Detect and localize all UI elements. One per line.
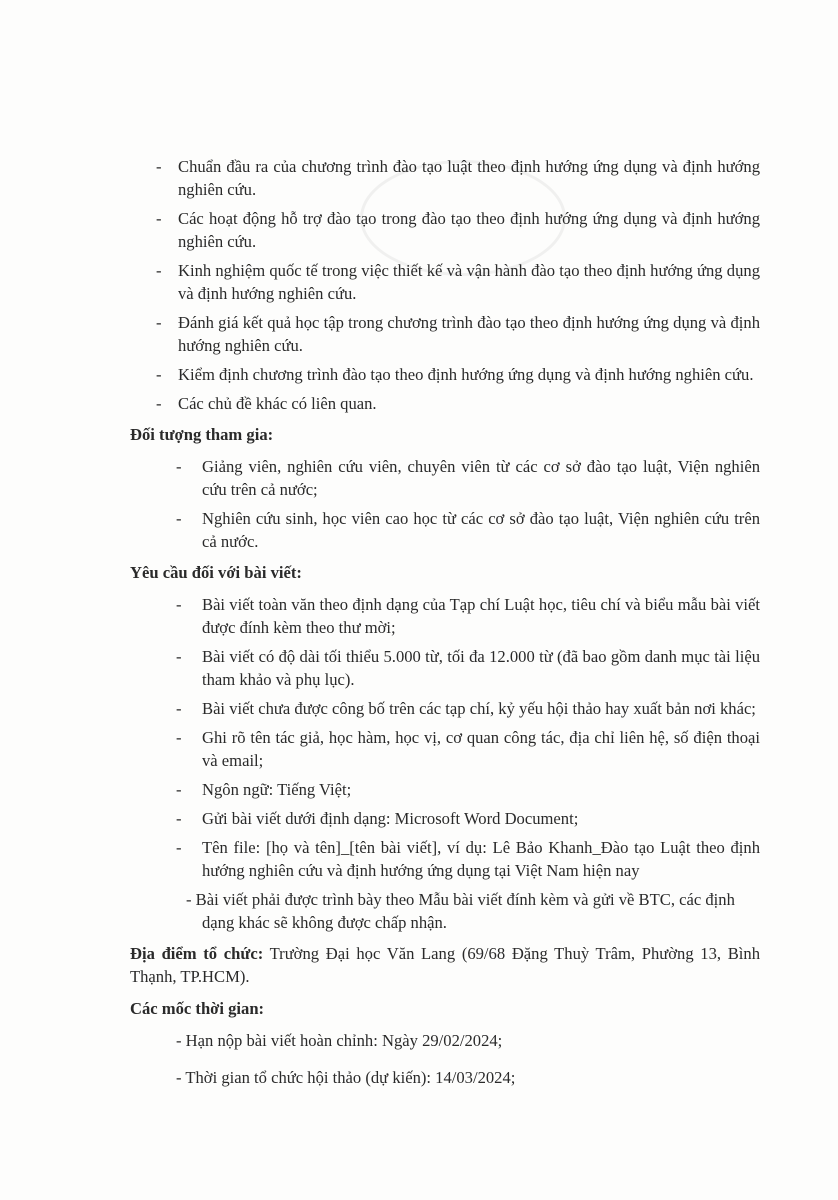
- participants-heading: Đối tượng tham gia:: [130, 425, 274, 444]
- requirement-item-last: [130, 888, 760, 934]
- venue-text: Trường Đại học Văn Lang (69/68 Đặng Thuỳ Trâm, Phường 13, Bình Thạnh, TP.HCM).: [130, 944, 760, 986]
- requirement-item: - Tên file: [họ và tên]_[tên bài viết], ví dụ: Lê Bảo Khanh_Đào tạo Luật theo định hướng nghiên cứu và định hướng ứng dụng tại Việt Nam hiện nay: [130, 836, 760, 882]
- participant-item: - Nghiên cứu sinh, học viên cao học từ các cơ sở đào tạo luật, Viện nghiên cứu trên cả nước.: [130, 507, 760, 553]
- timeline-heading: Các mốc thời gian:: [130, 999, 265, 1018]
- topic-list: [130, 155, 760, 415]
- timeline-list: [130, 1029, 760, 1089]
- topic-item: - Các hoạt động hỗ trợ đào tạo trong đào tạo theo định hướng ứng dụng và định hướng nghiên cứu.: [130, 207, 760, 253]
- requirement-item: - Bài viết toàn văn theo định dạng của Tạp chí Luật học, tiêu chí và biểu mẫu bài viết được đính kèm theo thư mời;: [130, 593, 760, 639]
- requirement-item: - Bài viết chưa được công bố trên các tạp chí, kỷ yếu hội thảo hay xuất bản nơi khác;: [130, 697, 760, 720]
- topic-item: - Đánh giá kết quả học tập trong chương trình đào tạo theo định hướng ứng dụng và định hướng nghiên cứu.: [130, 311, 760, 357]
- requirement-item: - Ghi rõ tên tác giả, học hàm, học vị, cơ quan công tác, địa chỉ liên hệ, số điện thoại và email;: [130, 726, 760, 772]
- requirement-item: - Gửi bài viết dưới định dạng: Microsoft Word Document;: [130, 807, 760, 830]
- requirements-heading: Yêu cầu đối với bài viết:: [130, 563, 302, 582]
- timeline-item: - Thời gian tổ chức hội thảo (dự kiến): 14/03/2024;: [176, 1068, 516, 1087]
- venue-label: Địa điểm tổ chức:: [130, 944, 264, 963]
- topic-item: - Các chủ đề khác có liên quan.: [130, 392, 760, 415]
- requirements-list: [130, 593, 760, 934]
- requirement-item: - Ngôn ngữ: Tiếng Việt;: [130, 778, 760, 801]
- requirement-last-line2: dạng khác sẽ không được chấp nhận.: [202, 913, 447, 932]
- venue-paragraph: [130, 942, 760, 988]
- requirement-last-line1: - Bài viết phải được trình bày theo Mẫu bài viết đính kèm và gửi về BTC, các định: [186, 890, 735, 909]
- participant-item: - Giảng viên, nghiên cứu viên, chuyên viên từ các cơ sở đào tạo luật, Viện nghiên cứu trên cả nước;: [130, 455, 760, 501]
- topic-item: - Chuẩn đầu ra của chương trình đào tạo luật theo định hướng ứng dụng và định hướng nghiên cứu.: [130, 155, 760, 201]
- participants-list: [130, 455, 760, 553]
- topic-item: - Kinh nghiệm quốc tế trong việc thiết kế và vận hành đào tạo theo định hướng ứng dụng và định hướng nghiên cứu.: [130, 259, 760, 305]
- requirement-item: - Bài viết có độ dài tối thiểu 5.000 từ, tối đa 12.000 từ (đã bao gồm danh mục tài liệu tham khảo và phụ lục).: [130, 645, 760, 691]
- topic-item: - Kiểm định chương trình đào tạo theo định hướng ứng dụng và định hướng nghiên cứu.: [130, 363, 760, 386]
- timeline-item: - Hạn nộp bài viết hoàn chỉnh: Ngày 29/02/2024;: [176, 1031, 503, 1050]
- document-body: [130, 155, 760, 1103]
